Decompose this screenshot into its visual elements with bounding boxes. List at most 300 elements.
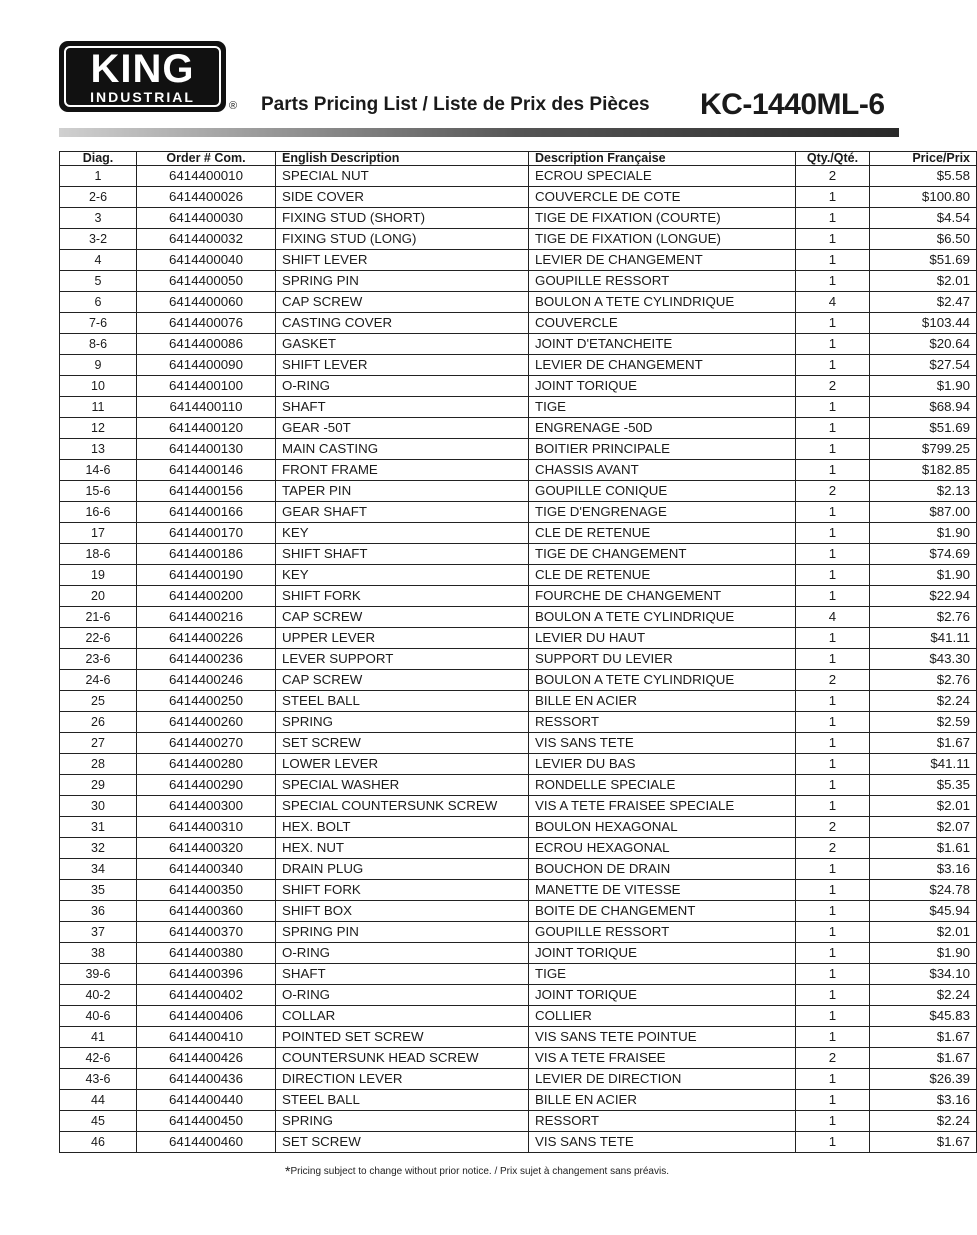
cell-order-number: 6414400270 — [137, 733, 276, 754]
cell-qty: 1 — [796, 943, 870, 964]
cell-french-description: TIGE DE FIXATION (COURTE) — [529, 208, 796, 229]
cell-french-description: BOULON A TETE CYLINDRIQUE — [529, 670, 796, 691]
cell-order-number: 6414400130 — [137, 439, 276, 460]
cell-diag: 1 — [60, 166, 137, 187]
cell-price: $1.61 — [870, 838, 977, 859]
cell-order-number: 6414400026 — [137, 187, 276, 208]
cell-diag: 34 — [60, 859, 137, 880]
cell-diag: 21-6 — [60, 607, 137, 628]
cell-english-description: FRONT FRAME — [276, 460, 529, 481]
cell-diag: 44 — [60, 1090, 137, 1111]
cell-english-description: SPECIAL NUT — [276, 166, 529, 187]
cell-qty: 1 — [796, 187, 870, 208]
cell-qty: 1 — [796, 313, 870, 334]
cell-english-description: SHIFT SHAFT — [276, 544, 529, 565]
cell-price: $2.24 — [870, 985, 977, 1006]
cell-diag: 10 — [60, 376, 137, 397]
cell-diag: 3-2 — [60, 229, 137, 250]
cell-price: $2.76 — [870, 670, 977, 691]
cell-diag: 25 — [60, 691, 137, 712]
table-row — [60, 166, 977, 187]
table-row — [60, 229, 977, 250]
cell-price: $27.54 — [870, 355, 977, 376]
cell-price: $799.25 — [870, 439, 977, 460]
cell-price: $26.39 — [870, 1069, 977, 1090]
table-row — [60, 313, 977, 334]
cell-french-description: BOULON A TETE CYLINDRIQUE — [529, 607, 796, 628]
cell-french-description: COLLIER — [529, 1006, 796, 1027]
cell-qty: 1 — [796, 985, 870, 1006]
table-row — [60, 1006, 977, 1027]
cell-price: $182.85 — [870, 460, 977, 481]
cell-price: $1.90 — [870, 376, 977, 397]
cell-qty: 2 — [796, 481, 870, 502]
logo-wordmark: KING — [90, 47, 195, 91]
table-row — [60, 376, 977, 397]
cell-english-description: UPPER LEVER — [276, 628, 529, 649]
cell-order-number: 6414400030 — [137, 208, 276, 229]
column-header-english: English Description — [276, 152, 529, 166]
cell-order-number: 6414400226 — [137, 628, 276, 649]
cell-qty: 1 — [796, 691, 870, 712]
cell-price: $3.16 — [870, 1090, 977, 1111]
cell-price: $2.24 — [870, 691, 977, 712]
cell-order-number: 6414400450 — [137, 1111, 276, 1132]
cell-english-description: SPRING — [276, 712, 529, 733]
cell-price: $1.67 — [870, 1027, 977, 1048]
table-row — [60, 586, 977, 607]
cell-order-number: 6414400290 — [137, 775, 276, 796]
cell-english-description: SHIFT BOX — [276, 901, 529, 922]
cell-french-description: BILLE EN ACIER — [529, 691, 796, 712]
cell-order-number: 6414400370 — [137, 922, 276, 943]
cell-english-description: GEAR SHAFT — [276, 502, 529, 523]
cell-french-description: VIS A TETE FRAISEE SPECIALE — [529, 796, 796, 817]
cell-diag: 9 — [60, 355, 137, 376]
column-header-qty: Qty./Qté. — [796, 152, 870, 166]
cell-french-description: RESSORT — [529, 712, 796, 733]
cell-qty: 1 — [796, 439, 870, 460]
table-row — [60, 859, 977, 880]
cell-order-number: 6414400440 — [137, 1090, 276, 1111]
cell-french-description: BOITIER PRINCIPALE — [529, 439, 796, 460]
cell-diag: 5 — [60, 271, 137, 292]
table-row — [60, 775, 977, 796]
cell-order-number: 6414400090 — [137, 355, 276, 376]
cell-english-description: SHIFT FORK — [276, 586, 529, 607]
cell-english-description: TAPER PIN — [276, 481, 529, 502]
cell-diag: 35 — [60, 880, 137, 901]
cell-diag: 28 — [60, 754, 137, 775]
cell-order-number: 6414400010 — [137, 166, 276, 187]
cell-french-description: RESSORT — [529, 1111, 796, 1132]
table-row — [60, 985, 977, 1006]
cell-order-number: 6414400200 — [137, 586, 276, 607]
table-row — [60, 901, 977, 922]
cell-english-description: CAP SCREW — [276, 292, 529, 313]
cell-french-description: LEVIER DE CHANGEMENT — [529, 355, 796, 376]
table-row — [60, 943, 977, 964]
cell-diag: 45 — [60, 1111, 137, 1132]
table-row — [60, 628, 977, 649]
cell-french-description: LEVIER DE DIRECTION — [529, 1069, 796, 1090]
cell-english-description: FIXING STUD (LONG) — [276, 229, 529, 250]
cell-english-description: POINTED SET SCREW — [276, 1027, 529, 1048]
table-row — [60, 1090, 977, 1111]
cell-english-description: DRAIN PLUG — [276, 859, 529, 880]
cell-price: $1.67 — [870, 733, 977, 754]
cell-order-number: 6414400190 — [137, 565, 276, 586]
cell-order-number: 6414400076 — [137, 313, 276, 334]
cell-french-description: JOINT TORIQUE — [529, 985, 796, 1006]
cell-diag: 3 — [60, 208, 137, 229]
cell-price: $2.59 — [870, 712, 977, 733]
parts-table-body — [60, 166, 977, 1153]
cell-price: $24.78 — [870, 880, 977, 901]
cell-price: $87.00 — [870, 502, 977, 523]
table-row — [60, 733, 977, 754]
cell-qty: 1 — [796, 418, 870, 439]
cell-qty: 1 — [796, 859, 870, 880]
cell-english-description: SPECIAL COUNTERSUNK SCREW — [276, 796, 529, 817]
table-row — [60, 712, 977, 733]
cell-diag: 12 — [60, 418, 137, 439]
cell-order-number: 6414400186 — [137, 544, 276, 565]
cell-english-description: SHAFT — [276, 397, 529, 418]
cell-qty: 1 — [796, 901, 870, 922]
table-row — [60, 271, 977, 292]
registered-mark: ® — [229, 100, 238, 112]
cell-english-description: KEY — [276, 523, 529, 544]
cell-order-number: 6414400216 — [137, 607, 276, 628]
cell-french-description: VIS SANS TETE — [529, 733, 796, 754]
cell-order-number: 6414400032 — [137, 229, 276, 250]
logo-subtitle: INDUSTRIAL — [90, 89, 195, 105]
header-divider — [59, 128, 899, 137]
cell-french-description: GOUPILLE RESSORT — [529, 922, 796, 943]
cell-order-number: 6414400060 — [137, 292, 276, 313]
cell-order-number: 6414400426 — [137, 1048, 276, 1069]
cell-price: $1.67 — [870, 1048, 977, 1069]
cell-english-description: SHIFT FORK — [276, 880, 529, 901]
cell-french-description: ENGRENAGE -50D — [529, 418, 796, 439]
column-header-order: Order # Com. — [137, 152, 276, 166]
cell-price: $20.64 — [870, 334, 977, 355]
table-row — [60, 397, 977, 418]
table-row — [60, 607, 977, 628]
cell-english-description: SPECIAL WASHER — [276, 775, 529, 796]
cell-price: $100.80 — [870, 187, 977, 208]
column-header-price: Price/Prix — [870, 152, 977, 166]
cell-price: $41.11 — [870, 628, 977, 649]
cell-order-number: 6414400146 — [137, 460, 276, 481]
table-row — [60, 1132, 977, 1153]
cell-price: $2.01 — [870, 796, 977, 817]
cell-qty: 1 — [796, 1111, 870, 1132]
cell-diag: 14-6 — [60, 460, 137, 481]
cell-price: $22.94 — [870, 586, 977, 607]
cell-order-number: 6414400310 — [137, 817, 276, 838]
table-header-row — [60, 152, 977, 166]
cell-french-description: ECROU HEXAGONAL — [529, 838, 796, 859]
cell-english-description: MAIN CASTING — [276, 439, 529, 460]
cell-qty: 1 — [796, 1027, 870, 1048]
cell-french-description: TIGE DE FIXATION (LONGUE) — [529, 229, 796, 250]
table-row — [60, 691, 977, 712]
table-row — [60, 838, 977, 859]
cell-qty: 1 — [796, 397, 870, 418]
cell-qty: 1 — [796, 355, 870, 376]
cell-order-number: 6414400040 — [137, 250, 276, 271]
cell-order-number: 6414400360 — [137, 901, 276, 922]
cell-diag: 19 — [60, 565, 137, 586]
cell-diag: 27 — [60, 733, 137, 754]
footnote-text: Pricing subject to change without prior notice. / Prix sujet à changement sans préavis. — [290, 1166, 669, 1177]
cell-diag: 37 — [60, 922, 137, 943]
table-row — [60, 418, 977, 439]
cell-order-number: 6414400110 — [137, 397, 276, 418]
cell-french-description: COUVERCLE DE COTE — [529, 187, 796, 208]
table-row — [60, 292, 977, 313]
cell-french-description: CHASSIS AVANT — [529, 460, 796, 481]
cell-french-description: LEVIER DU BAS — [529, 754, 796, 775]
cell-order-number: 6414400170 — [137, 523, 276, 544]
cell-english-description: SHAFT — [276, 964, 529, 985]
table-row — [60, 754, 977, 775]
cell-english-description: STEEL BALL — [276, 1090, 529, 1111]
cell-price: $2.24 — [870, 1111, 977, 1132]
table-row — [60, 355, 977, 376]
cell-qty: 1 — [796, 229, 870, 250]
cell-french-description: SUPPORT DU LEVIER — [529, 649, 796, 670]
cell-price: $6.50 — [870, 229, 977, 250]
cell-french-description: BOULON A TETE CYLINDRIQUE — [529, 292, 796, 313]
cell-french-description: LEVIER DU HAUT — [529, 628, 796, 649]
cell-french-description: COUVERCLE — [529, 313, 796, 334]
cell-french-description: BOUCHON DE DRAIN — [529, 859, 796, 880]
cell-english-description: CAP SCREW — [276, 607, 529, 628]
cell-price: $2.13 — [870, 481, 977, 502]
cell-qty: 2 — [796, 670, 870, 691]
cell-price: $4.54 — [870, 208, 977, 229]
cell-english-description: SHIFT LEVER — [276, 250, 529, 271]
cell-price: $68.94 — [870, 397, 977, 418]
cell-french-description: VIS SANS TETE POINTUE — [529, 1027, 796, 1048]
cell-order-number: 6414400320 — [137, 838, 276, 859]
cell-qty: 4 — [796, 607, 870, 628]
cell-english-description: SPRING — [276, 1111, 529, 1132]
cell-english-description: SIDE COVER — [276, 187, 529, 208]
cell-order-number: 6414400340 — [137, 859, 276, 880]
table-row — [60, 796, 977, 817]
cell-diag: 13 — [60, 439, 137, 460]
cell-qty: 1 — [796, 1132, 870, 1153]
cell-diag: 23-6 — [60, 649, 137, 670]
cell-diag: 15-6 — [60, 481, 137, 502]
cell-english-description: SPRING PIN — [276, 922, 529, 943]
cell-price: $51.69 — [870, 418, 977, 439]
cell-diag: 17 — [60, 523, 137, 544]
cell-diag: 40-6 — [60, 1006, 137, 1027]
cell-english-description: LEVER SUPPORT — [276, 649, 529, 670]
cell-order-number: 6414400260 — [137, 712, 276, 733]
cell-price: $2.47 — [870, 292, 977, 313]
cell-order-number: 6414400396 — [137, 964, 276, 985]
cell-price: $2.07 — [870, 817, 977, 838]
cell-price: $1.90 — [870, 523, 977, 544]
cell-price: $34.10 — [870, 964, 977, 985]
cell-french-description: RONDELLE SPECIALE — [529, 775, 796, 796]
table-row — [60, 334, 977, 355]
cell-french-description: FOURCHE DE CHANGEMENT — [529, 586, 796, 607]
cell-english-description: HEX. BOLT — [276, 817, 529, 838]
cell-price: $103.44 — [870, 313, 977, 334]
cell-french-description: JOINT TORIQUE — [529, 943, 796, 964]
cell-french-description: GOUPILLE RESSORT — [529, 271, 796, 292]
cell-english-description: FIXING STUD (SHORT) — [276, 208, 529, 229]
cell-french-description: LEVIER DE CHANGEMENT — [529, 250, 796, 271]
cell-price: $43.30 — [870, 649, 977, 670]
column-header-diag: Diag. — [60, 152, 137, 166]
cell-price: $5.35 — [870, 775, 977, 796]
cell-order-number: 6414400300 — [137, 796, 276, 817]
cell-qty: 1 — [796, 502, 870, 523]
table-row — [60, 964, 977, 985]
cell-price: $41.11 — [870, 754, 977, 775]
footnote-asterisk: * — [285, 1163, 291, 1179]
cell-qty: 1 — [796, 544, 870, 565]
cell-qty: 2 — [796, 1048, 870, 1069]
cell-order-number: 6414400410 — [137, 1027, 276, 1048]
cell-qty: 1 — [796, 733, 870, 754]
cell-french-description: TIGE — [529, 397, 796, 418]
table-row — [60, 208, 977, 229]
table-row — [60, 649, 977, 670]
cell-price: $2.01 — [870, 271, 977, 292]
cell-order-number: 6414400280 — [137, 754, 276, 775]
cell-french-description: VIS SANS TETE — [529, 1132, 796, 1153]
cell-french-description: TIGE DE CHANGEMENT — [529, 544, 796, 565]
cell-qty: 2 — [796, 817, 870, 838]
table-row — [60, 187, 977, 208]
cell-order-number: 6414400250 — [137, 691, 276, 712]
cell-english-description: COUNTERSUNK HEAD SCREW — [276, 1048, 529, 1069]
cell-qty: 1 — [796, 523, 870, 544]
cell-qty: 1 — [796, 565, 870, 586]
cell-price: $1.90 — [870, 943, 977, 964]
table-row — [60, 1027, 977, 1048]
cell-english-description: HEX. NUT — [276, 838, 529, 859]
cell-diag: 32 — [60, 838, 137, 859]
cell-diag: 11 — [60, 397, 137, 418]
page-title: Parts Pricing List / Liste de Prix des Pièces — [261, 94, 650, 115]
cell-price: $1.90 — [870, 565, 977, 586]
cell-english-description: SET SCREW — [276, 733, 529, 754]
cell-order-number: 6414400246 — [137, 670, 276, 691]
cell-diag: 41 — [60, 1027, 137, 1048]
table-row — [60, 670, 977, 691]
cell-french-description: TIGE — [529, 964, 796, 985]
cell-order-number: 6414400166 — [137, 502, 276, 523]
cell-order-number: 6414400380 — [137, 943, 276, 964]
cell-qty: 1 — [796, 775, 870, 796]
cell-price: $74.69 — [870, 544, 977, 565]
cell-french-description: MANETTE DE VITESSE — [529, 880, 796, 901]
cell-diag: 43-6 — [60, 1069, 137, 1090]
parts-table — [59, 151, 977, 1153]
cell-order-number: 6414400236 — [137, 649, 276, 670]
pricing-footnote — [0, 1163, 954, 1179]
cell-english-description: SPRING PIN — [276, 271, 529, 292]
table-row — [60, 481, 977, 502]
cell-diag: 20 — [60, 586, 137, 607]
table-row — [60, 922, 977, 943]
cell-diag: 29 — [60, 775, 137, 796]
cell-order-number: 6414400402 — [137, 985, 276, 1006]
cell-french-description: BILLE EN ACIER — [529, 1090, 796, 1111]
column-header-french: Description Française — [529, 152, 796, 166]
table-row — [60, 460, 977, 481]
cell-english-description: SHIFT LEVER — [276, 355, 529, 376]
cell-french-description: VIS A TETE FRAISEE — [529, 1048, 796, 1069]
cell-diag: 4 — [60, 250, 137, 271]
cell-price: $5.58 — [870, 166, 977, 187]
cell-price: $3.16 — [870, 859, 977, 880]
cell-qty: 1 — [796, 922, 870, 943]
cell-price: $51.69 — [870, 250, 977, 271]
cell-english-description: O-RING — [276, 985, 529, 1006]
cell-diag: 42-6 — [60, 1048, 137, 1069]
cell-qty: 1 — [796, 1069, 870, 1090]
cell-price: $45.83 — [870, 1006, 977, 1027]
cell-french-description: CLE DE RETENUE — [529, 565, 796, 586]
cell-diag: 38 — [60, 943, 137, 964]
cell-qty: 1 — [796, 754, 870, 775]
table-row — [60, 544, 977, 565]
cell-order-number: 6414400460 — [137, 1132, 276, 1153]
cell-french-description: TIGE D'ENGRENAGE — [529, 502, 796, 523]
cell-diag: 31 — [60, 817, 137, 838]
cell-qty: 1 — [796, 796, 870, 817]
cell-diag: 39-6 — [60, 964, 137, 985]
cell-french-description: JOINT D'ETANCHEITE — [529, 334, 796, 355]
cell-english-description: O-RING — [276, 376, 529, 397]
cell-english-description: CAP SCREW — [276, 670, 529, 691]
cell-diag: 18-6 — [60, 544, 137, 565]
king-industrial-logo — [59, 41, 226, 112]
cell-diag: 8-6 — [60, 334, 137, 355]
cell-diag: 26 — [60, 712, 137, 733]
cell-diag: 30 — [60, 796, 137, 817]
cell-qty: 1 — [796, 1006, 870, 1027]
cell-qty: 2 — [796, 376, 870, 397]
cell-french-description: JOINT TORIQUE — [529, 376, 796, 397]
cell-price: $2.76 — [870, 607, 977, 628]
cell-price: $1.67 — [870, 1132, 977, 1153]
table-row — [60, 1111, 977, 1132]
cell-qty: 1 — [796, 1090, 870, 1111]
cell-diag: 7-6 — [60, 313, 137, 334]
cell-french-description: CLE DE RETENUE — [529, 523, 796, 544]
cell-french-description: GOUPILLE CONIQUE — [529, 481, 796, 502]
table-row — [60, 1069, 977, 1090]
table-row — [60, 502, 977, 523]
cell-qty: 1 — [796, 271, 870, 292]
cell-english-description: SET SCREW — [276, 1132, 529, 1153]
cell-diag: 40-2 — [60, 985, 137, 1006]
cell-qty: 1 — [796, 880, 870, 901]
cell-order-number: 6414400350 — [137, 880, 276, 901]
